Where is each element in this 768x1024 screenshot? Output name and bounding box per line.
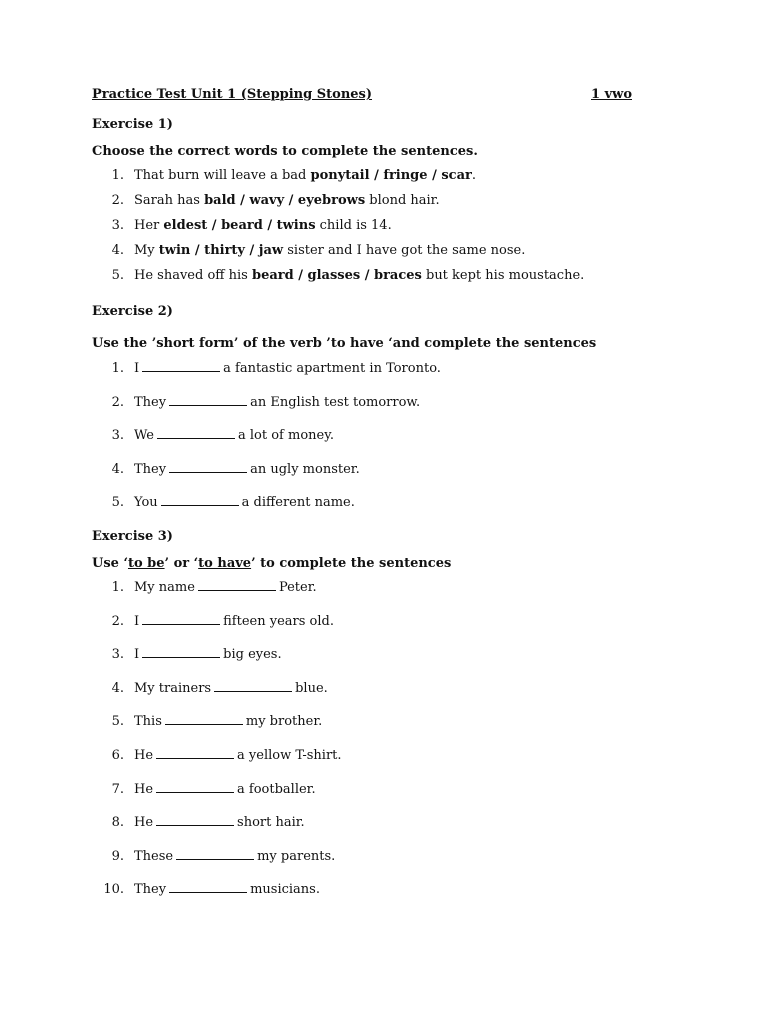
list-item <box>92 613 632 631</box>
sentence-end: big eyes. <box>223 647 282 663</box>
list-item <box>92 394 632 412</box>
item-number: 9. <box>111 848 124 864</box>
instruction-text: Use ‘ <box>92 555 128 571</box>
item-sentence <box>134 192 440 210</box>
page-title-row <box>92 86 632 104</box>
sentence-start: They <box>134 461 167 477</box>
item-number: 1. <box>111 579 124 595</box>
exercise-3-title: Exercise 3) <box>92 528 173 544</box>
sentence-end: short hair. <box>237 815 305 831</box>
item-sentence <box>134 494 355 512</box>
worksheet <box>92 86 632 915</box>
sentence-start: I <box>134 647 140 663</box>
item-number: 1. <box>111 168 124 183</box>
item-number: 3. <box>111 218 124 233</box>
instruction-text: ’ or ‘ <box>164 555 199 571</box>
sentence-start: Sarah has <box>134 193 205 208</box>
sentence-start: He <box>134 815 154 831</box>
item-number: 2. <box>111 613 124 629</box>
sentence-start: They <box>134 394 167 410</box>
item-number: 10. <box>103 882 124 898</box>
sentence-start: He <box>134 747 154 763</box>
sentence-start: My name <box>134 579 195 595</box>
item-sentence <box>134 613 334 631</box>
sentence-start: They <box>134 882 167 898</box>
item-number: 4. <box>111 461 124 477</box>
item-sentence <box>134 394 420 412</box>
sentence-start: My trainers <box>134 680 212 696</box>
sentence-start: Her <box>134 218 164 233</box>
list-item <box>92 427 632 445</box>
item-sentence <box>134 713 322 731</box>
exercise-1-instruction: Choose the correct words to complete the sentences. <box>92 144 478 159</box>
item-sentence <box>134 646 282 664</box>
sentence-start: We <box>134 428 154 444</box>
item-number: 7. <box>111 781 124 797</box>
sentence-end: musicians. <box>250 882 320 898</box>
answer-blank[interactable] <box>156 814 234 826</box>
answer-blank[interactable] <box>157 427 235 439</box>
item-sentence <box>134 848 335 866</box>
exercise-3-instruction <box>92 555 632 573</box>
sentence-end: an ugly monster. <box>250 461 360 477</box>
sentence-end: a footballer. <box>237 781 316 797</box>
item-sentence <box>134 680 328 698</box>
item-number: 4. <box>111 680 124 696</box>
sentence-end: my brother. <box>245 714 323 730</box>
sentence-start: You <box>134 495 158 511</box>
item-number: 5. <box>111 714 124 730</box>
answer-blank[interactable] <box>142 646 220 658</box>
word-choices[interactable]: eldest / beard / twins <box>163 218 316 233</box>
item-sentence <box>134 242 525 260</box>
sentence-end: . <box>471 168 476 183</box>
answer-blank[interactable] <box>169 461 247 473</box>
item-sentence <box>134 360 441 378</box>
sentence-end: an English test tomorrow. <box>250 394 421 410</box>
list-item <box>92 848 632 866</box>
sentence-end: blond hair. <box>365 193 440 208</box>
word-choices[interactable]: beard / glasses / braces <box>251 268 422 283</box>
item-number: 4. <box>111 243 124 258</box>
item-sentence <box>134 217 392 235</box>
answer-blank[interactable] <box>156 781 234 793</box>
instruction-to-be: to be <box>127 555 165 571</box>
list-item <box>92 814 632 832</box>
instruction-to-have: to have <box>198 555 252 571</box>
answer-blank[interactable] <box>214 680 292 692</box>
sentence-end: fifteen years old. <box>223 613 334 629</box>
list-item <box>92 579 632 597</box>
answer-blank[interactable] <box>156 747 234 759</box>
exercise-1-title: Exercise 1) <box>92 117 173 132</box>
word-choices[interactable]: ponytail / fringe / scar <box>310 168 472 183</box>
answer-blank[interactable] <box>176 848 254 860</box>
exercise-3-list <box>92 579 632 899</box>
list-item <box>92 242 632 260</box>
sentence-start: These <box>134 848 174 864</box>
sentence-start: He <box>134 781 154 797</box>
list-item <box>92 646 632 664</box>
word-choices[interactable]: bald / wavy / eyebrows <box>204 193 366 208</box>
sentence-end: child is 14. <box>315 218 392 233</box>
sentence-end: Peter. <box>278 579 317 595</box>
item-number: 3. <box>111 647 124 663</box>
item-sentence <box>134 267 584 285</box>
item-number: 2. <box>111 394 124 410</box>
sentence-end: sister and I have got the same nose. <box>283 243 526 258</box>
list-item <box>92 781 632 799</box>
instruction-text: ’ to complete the sentences <box>251 555 452 571</box>
sentence-start: That burn will leave a bad <box>134 168 311 183</box>
answer-blank[interactable] <box>161 494 239 506</box>
sentence-start: He shaved off his <box>134 268 252 283</box>
item-sentence <box>134 461 360 479</box>
exercise-2-instruction: Use the ’short form’ of the verb ’to have ‘and complete the sentences <box>92 336 597 351</box>
item-number: 5. <box>111 268 124 283</box>
sentence-end: my parents. <box>257 848 336 864</box>
page-title: Practice Test Unit 1 (Stepping Stones) <box>92 87 373 102</box>
answer-blank[interactable] <box>169 394 247 406</box>
answer-blank[interactable] <box>165 713 243 725</box>
item-sentence <box>134 781 316 799</box>
item-number: 3. <box>111 428 124 444</box>
sentence-start: This <box>134 714 162 730</box>
sentence-end: a different name. <box>241 495 355 511</box>
answer-blank[interactable] <box>142 360 220 372</box>
item-sentence <box>134 167 476 185</box>
sentence-start: I <box>134 613 140 629</box>
list-item <box>92 192 632 210</box>
item-number: 6. <box>111 747 124 763</box>
list-item <box>92 680 632 698</box>
answer-blank[interactable] <box>198 579 276 591</box>
exercise-1-list <box>92 167 632 285</box>
item-number: 5. <box>111 495 124 511</box>
list-item <box>92 461 632 479</box>
item-number: 2. <box>111 193 124 208</box>
sentence-end: blue. <box>295 680 328 696</box>
sentence-end: a lot of money. <box>238 428 334 444</box>
item-number: 8. <box>111 815 124 831</box>
exercise-2-title: Exercise 2) <box>92 304 173 319</box>
list-item <box>92 167 632 185</box>
sentence-end: but kept his moustache. <box>421 268 585 283</box>
item-number: 1. <box>111 361 124 376</box>
sentence-start: My <box>134 243 159 258</box>
item-sentence <box>134 579 317 597</box>
list-item <box>92 267 632 285</box>
item-sentence <box>134 881 320 899</box>
item-sentence <box>134 814 305 832</box>
sentence-end: a fantastic apartment in Toronto. <box>223 361 441 376</box>
list-item <box>92 747 632 765</box>
class-level: 1 vwo <box>591 87 632 102</box>
word-choices[interactable]: twin / thirty / jaw <box>158 243 284 258</box>
item-sentence <box>134 427 334 445</box>
exercise-2-list <box>92 360 632 512</box>
sentence-end: a yellow T-shirt. <box>237 747 342 763</box>
list-item <box>92 360 632 378</box>
answer-blank[interactable] <box>142 613 220 625</box>
list-item <box>92 217 632 235</box>
answer-blank[interactable] <box>169 881 247 893</box>
list-item <box>92 881 632 899</box>
sentence-start: I <box>134 361 140 376</box>
list-item <box>92 713 632 731</box>
list-item <box>92 494 632 512</box>
item-sentence <box>134 747 342 765</box>
